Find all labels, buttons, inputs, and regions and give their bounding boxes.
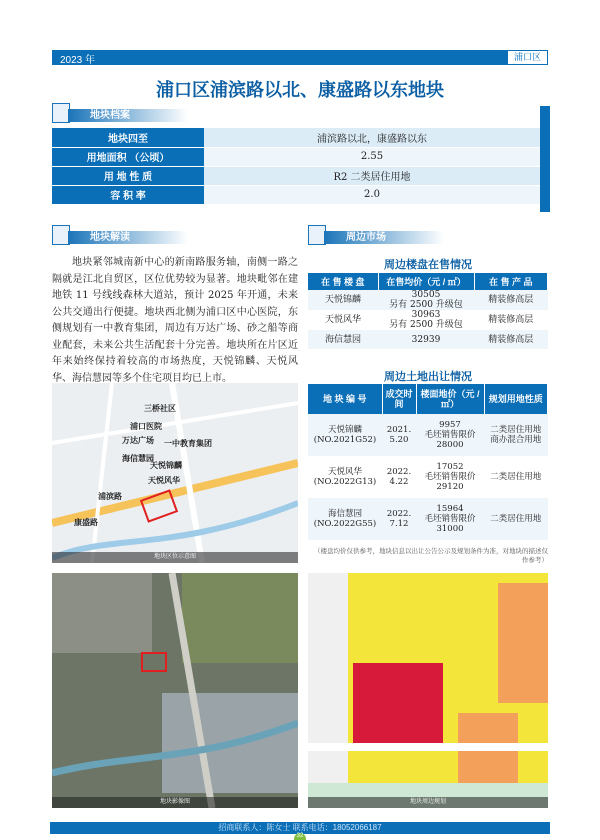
table-header-row <box>308 273 548 290</box>
analysis-heading <box>52 228 252 244</box>
land-date <box>382 456 416 498</box>
land-price <box>416 414 484 456</box>
price-note: 另有 2500 升级包 <box>389 300 463 310</box>
plan-caption: 地块周边规划 <box>308 797 548 808</box>
map-label: 海信慧园 <box>122 454 154 463</box>
land-date <box>382 414 416 456</box>
sales-table <box>308 273 548 349</box>
map-label: 一中教育集团 <box>164 439 212 448</box>
header-bar <box>52 50 548 65</box>
map-label: 天悦风华 <box>148 476 180 485</box>
land-price <box>416 498 484 540</box>
table-row <box>308 414 548 456</box>
column-header: 楼面地价（元 / ㎡） <box>416 384 484 414</box>
table-header-row <box>308 384 548 414</box>
profile-key: 地块四至 <box>52 128 204 147</box>
sales-title: 周边楼盘在售情况 <box>384 258 472 271</box>
header-district: 浦口区 <box>507 50 548 65</box>
price-note: 毛坯销售限价 <box>424 430 476 440</box>
table-row <box>308 290 548 310</box>
footer-contact: 招商联系人：陈女士 联系电话：18052066187 <box>218 823 382 832</box>
sales-price <box>378 310 474 330</box>
land-name: 天悦风华 <box>327 467 362 477</box>
date-year: 2021. <box>386 425 412 435</box>
column-header: 在 售 楼 盘 <box>308 273 378 290</box>
analysis-text: 地块紧邻城南新中心的新南路服务轴，南侧一路之隔就是江北自贸区，区位优势较为显著。地块毗邻在建地铁 11 号线线森林大道站，预计 2025 年开通，未来公共交通出行便捷。地块西北侧为浦口区中心医院，东侧规划有一中教育集团，周边有万达广场、砂之船等商业配套，未来公共生活配套十分完善。地块所在片区近年来始终保持着较高的市场热度，天悦锦麟、天悦风华、海信慧园等多个住宅项目均已上市。 <box>52 257 298 384</box>
column-header: 规划用地性质 <box>484 384 548 414</box>
column-header: 成交时间 <box>382 384 416 414</box>
profile-value: 浦滨路以北，康盛路以东 <box>204 128 540 147</box>
land-date <box>382 498 416 540</box>
land-number: (NO.2022G55) <box>313 519 377 529</box>
price-limit: 29120 <box>436 482 464 492</box>
profile-heading <box>52 106 252 122</box>
map-label: 康盛路 <box>74 518 98 527</box>
map-label: 浦口医院 <box>130 422 162 431</box>
land-name: 海信慧园 <box>327 509 362 519</box>
sales-product: 精装修高层 <box>488 315 534 325</box>
use-secondary: 商办混合用地 <box>490 435 542 445</box>
land-code <box>308 456 382 498</box>
sales-name: 天悦锦麟 <box>308 290 378 310</box>
profile-key: 用 地 性 质 <box>52 166 204 185</box>
date-day: 4.22 <box>389 477 409 487</box>
price-value: 9957 <box>439 420 461 430</box>
table-row <box>308 498 548 540</box>
sales-product: 精装修高层 <box>474 290 548 310</box>
table-row <box>52 147 540 166</box>
table-row <box>308 310 548 330</box>
date-year: 2022. <box>386 509 412 519</box>
table-row <box>308 456 548 498</box>
profile-value: 2.55 <box>204 147 540 166</box>
map-label: 万达广场 <box>122 436 154 445</box>
map-label: 浦滨路 <box>98 492 122 501</box>
price-value: 30963 <box>411 310 441 320</box>
satellite-drawing <box>52 573 298 808</box>
land-code <box>308 498 382 540</box>
land-title: 周边土地出让情况 <box>384 370 472 383</box>
analysis-heading-label: 地块解读 <box>68 231 188 244</box>
plan-map <box>308 573 548 808</box>
market-heading-label: 周边市场 <box>324 231 444 244</box>
land-table <box>308 384 548 540</box>
use-primary: 二类居住用地 <box>490 425 542 435</box>
land-use: 二类居住用地 <box>484 498 548 540</box>
price-note: 另有 2500 升级包 <box>389 320 463 330</box>
date-day: 7.12 <box>389 519 409 529</box>
land-number: (NO.2022G13) <box>313 477 377 487</box>
date-year: 2022. <box>386 467 412 477</box>
sales-price <box>378 290 474 310</box>
map-label: 三桥社区 <box>144 404 176 413</box>
price-limit: 31000 <box>436 524 464 534</box>
location-map <box>52 383 298 563</box>
location-caption: 地块区位示意图 <box>52 552 298 563</box>
table-row <box>52 166 540 185</box>
side-accent <box>540 106 550 212</box>
profile-value: R2 二类居住用地 <box>204 166 540 185</box>
sales-name: 海信慧园 <box>308 330 378 349</box>
column-header: 地 块 编 号 <box>308 384 382 414</box>
profile-table <box>52 128 540 205</box>
sales-product: 精装修高层 <box>474 330 548 349</box>
land-code <box>308 414 382 456</box>
sales-name: 天悦风华 <box>324 315 361 325</box>
land-use <box>484 414 548 456</box>
table-row <box>52 185 540 204</box>
sales-price: 32939 <box>378 330 474 349</box>
land-number: (NO.2021G52) <box>313 435 377 445</box>
satellite-caption: 地块影像图 <box>52 797 298 808</box>
profile-heading-label: 地块档案 <box>68 109 188 122</box>
profile-value: 2.0 <box>204 185 540 204</box>
column-header: 在售均价（元 / ㎡） <box>378 273 474 290</box>
plan-drawing <box>308 573 548 808</box>
price-note: 毛坯销售限价 <box>424 514 476 524</box>
price-value: 30505 <box>411 290 441 300</box>
page-title: 浦口区浦滨路以北、康盛路以东地块 <box>156 80 444 101</box>
page-number: 32 <box>294 833 306 840</box>
profile-key: 用地面积 （公顷） <box>52 147 204 166</box>
price-note: 毛坯销售限价 <box>424 472 476 482</box>
table-row <box>52 128 540 147</box>
land-use: 二类居住用地 <box>490 472 542 482</box>
table-row <box>308 330 548 349</box>
price-limit: 28000 <box>436 440 464 450</box>
market-heading <box>308 228 508 244</box>
price-note-footnote: （楼盘均价仅供参考，地块信息以出让公告公示及规划条件为准，对地块的描述仅作参考） <box>314 547 548 564</box>
column-header: 在 售 产 品 <box>474 273 548 290</box>
land-name: 天悦锦麟 <box>327 425 362 435</box>
date-day: 5.20 <box>389 435 409 445</box>
price-value: 15964 <box>436 504 464 514</box>
land-price <box>416 456 484 498</box>
header-year: 2023 年 <box>60 55 96 66</box>
profile-key: 容 积 率 <box>52 185 204 204</box>
satellite-image <box>52 573 298 808</box>
price-value: 17052 <box>436 462 464 472</box>
map-label: 天悦锦麟 <box>150 461 182 470</box>
